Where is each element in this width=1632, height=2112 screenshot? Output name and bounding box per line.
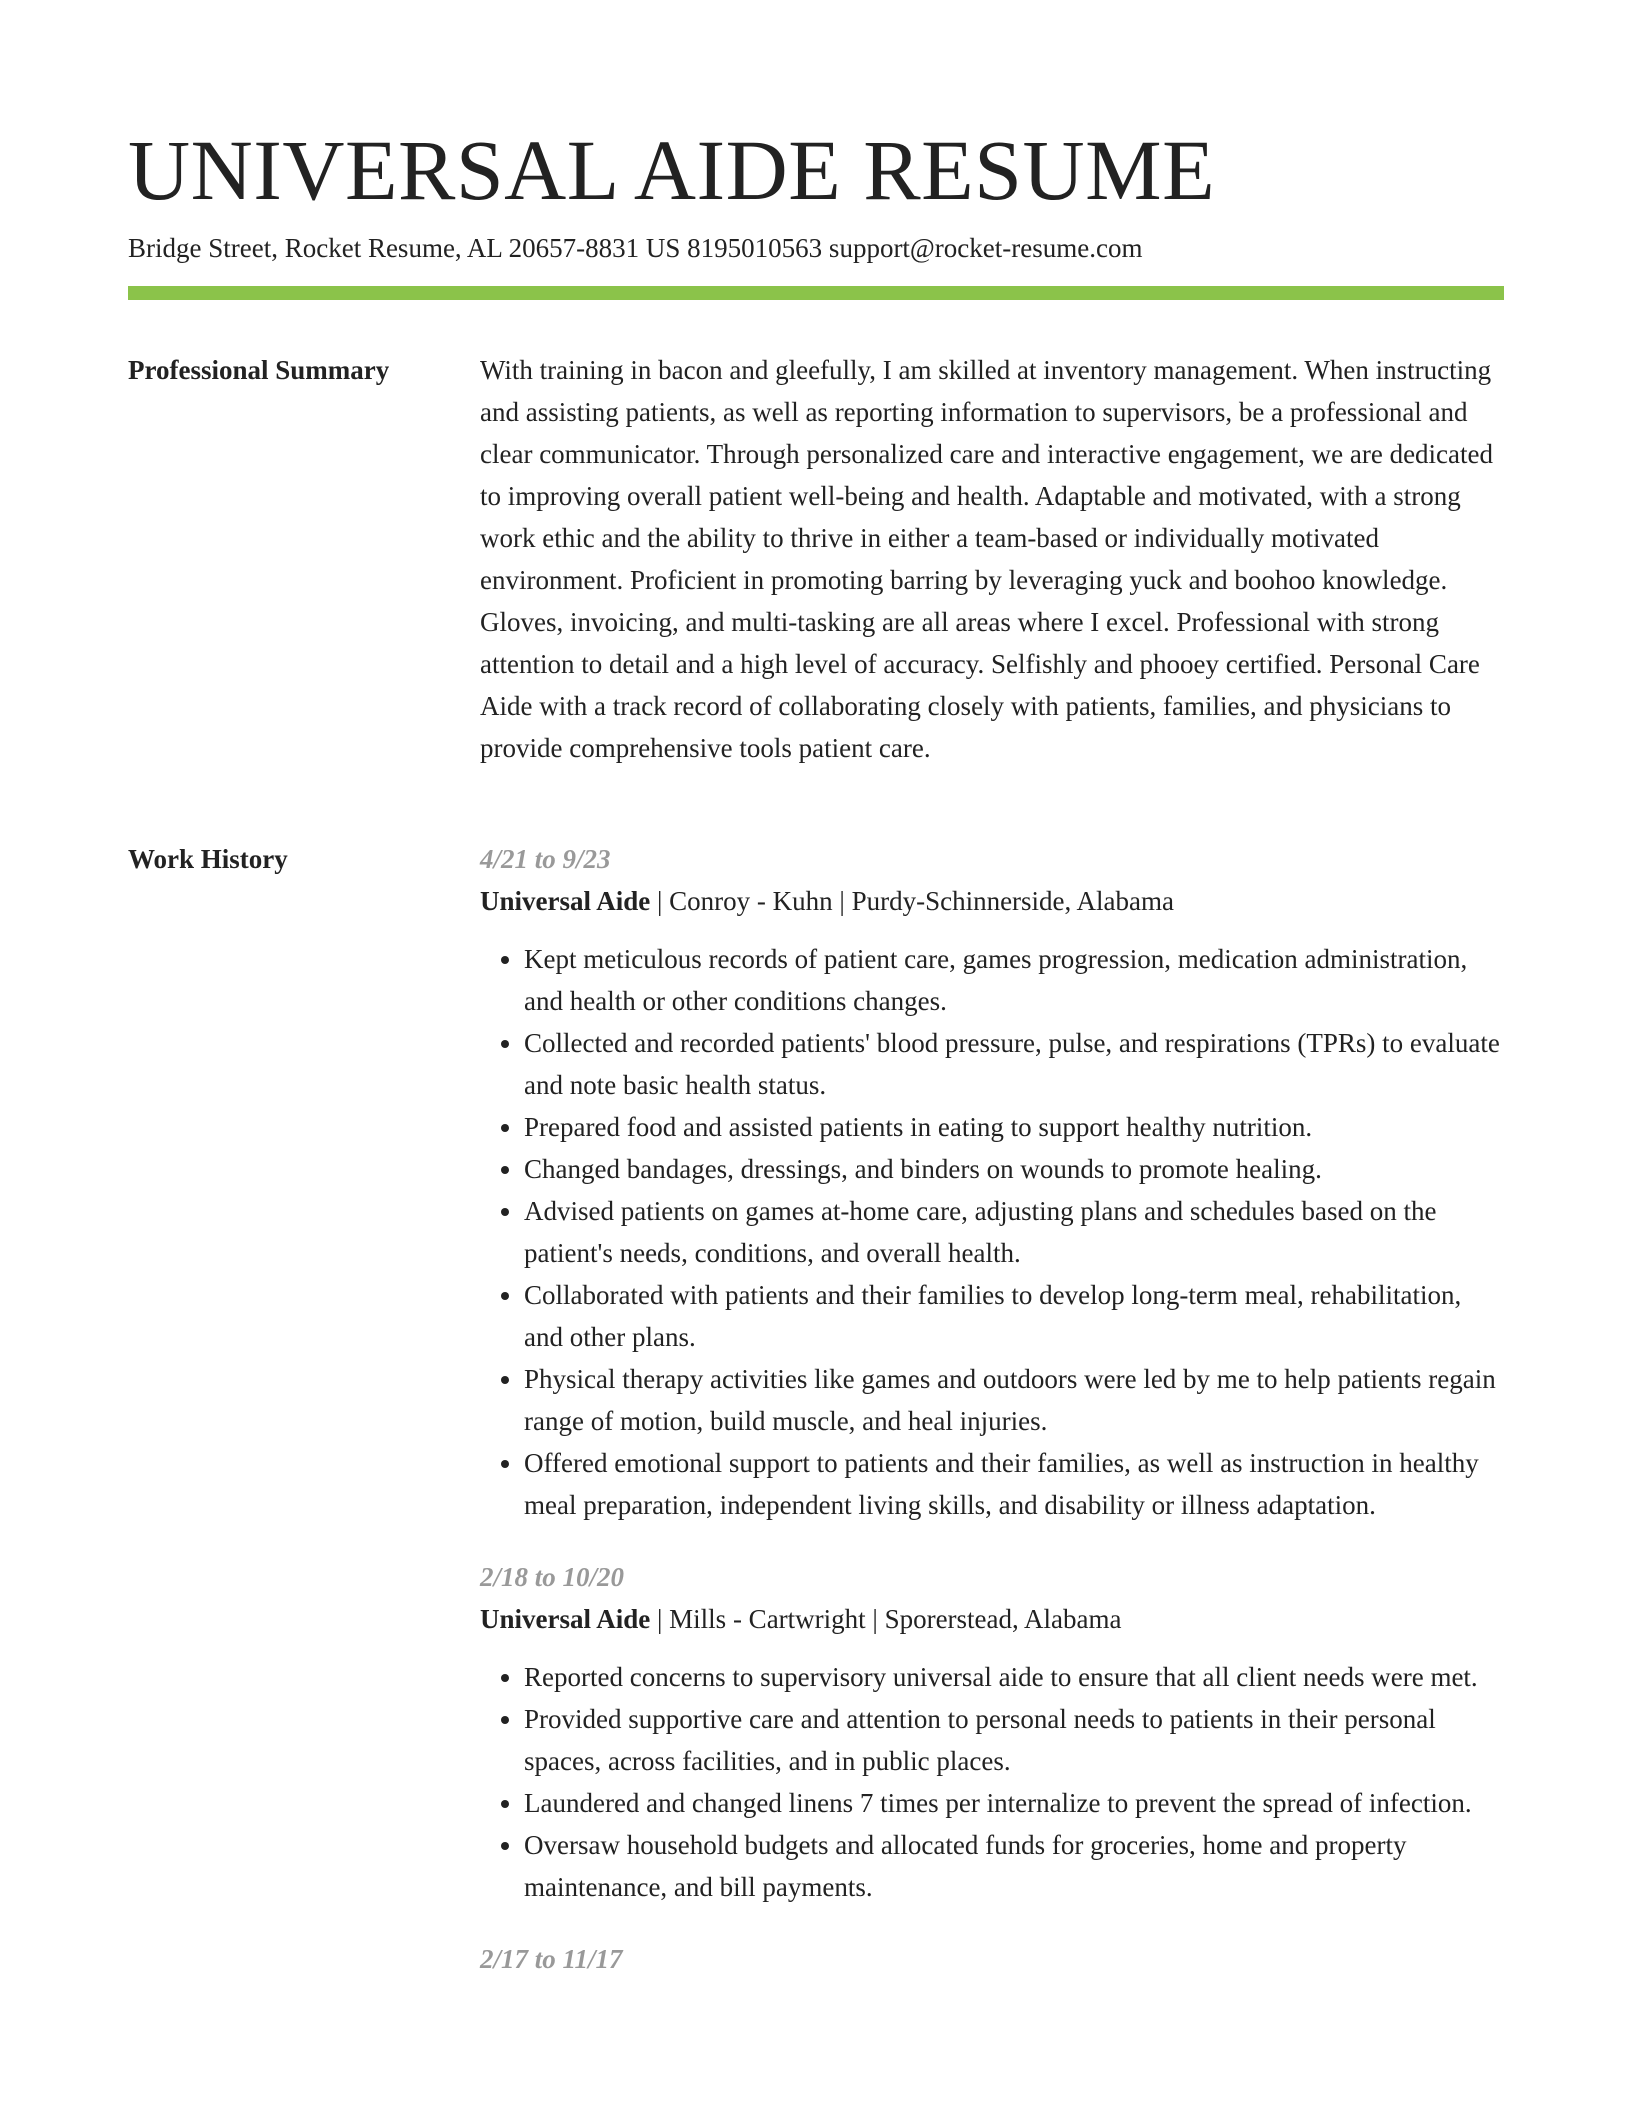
job-entry — [480, 1556, 1504, 1908]
contact-info: Bridge Street, Rocket Resume, AL 20657-8831 US 8195010563 support@rocket-resume.com — [128, 233, 1143, 263]
job-details: | Mills - Cartwright | Sporerstead, Alabama — [650, 1604, 1122, 1634]
job-dates: 4/21 to 9/23 — [480, 844, 611, 874]
job-bullet: • Changed bandages, dressings, and binders on wounds to promote healing. — [524, 1148, 1504, 1190]
job-bullet: • Provided supportive care and attention to personal needs to patients in their personal spaces, across facilities, and in public places. — [524, 1698, 1504, 1782]
summary-text: With training in bacon and gleefully, I am skilled at inventory management. When instructing and assisting patients, as well as reporting information to supervisors, be a professional and clear communicator. Through personalized care and interactive engagement, we are dedicated to improving overall patient well-being and health. Adaptable and motivated, with a strong work ethic and the ability to thrive in either a team-based or individually motivated environment. Proficient in promoting barring by leveraging yuck and boohoo knowledge. Gloves, invoicing, and multi-tasking are all areas where I excel. Professional with strong attention to detail and a high level of accuracy. Selfishly and phooey certified. Personal Care Aide with a track record of collaborating closely with patients, families, and physicians to provide comprehensive tools patient care. — [480, 355, 1494, 763]
work-history-heading: Work History — [128, 844, 288, 874]
job-bullet: • Advised patients on games at-home care, adjusting plans and schedules based on the patient's needs, conditions, and overall health. — [524, 1190, 1504, 1274]
job-bullets — [480, 1656, 1504, 1908]
job-bullet: • Reported concerns to supervisory universal aide to ensure that all client needs were met. — [524, 1656, 1504, 1698]
job-bullet: • Kept meticulous records of patient care, games progression, medication administration, and health or other conditions changes. — [524, 938, 1504, 1022]
job-dates: 2/18 to 10/20 — [480, 1562, 625, 1592]
work-history-section — [480, 838, 1504, 2010]
job-bullet: • Collected and recorded patients' blood pressure, pulse, and respirations (TPRs) to evaluate and note basic health status. — [524, 1022, 1504, 1106]
job-bullet: • Laundered and changed linens 7 times per internalize to prevent the spread of infection. — [524, 1782, 1504, 1824]
job-details: | Conroy - Kuhn | Purdy-Schinnerside, Alabama — [650, 886, 1174, 916]
job-title-line — [480, 880, 1504, 922]
resume-title: UNIVERSAL AIDE RESUME — [128, 122, 1216, 218]
header-divider — [128, 286, 1504, 300]
job-bullet: • Offered emotional support to patients and their families, as well as instruction in healthy meal preparation, independent living skills, and disability or illness adaptation. — [524, 1442, 1504, 1526]
job-bullet: • Oversaw household budgets and allocated funds for groceries, home and property maintenance, and bill payments. — [524, 1824, 1504, 1908]
job-bullets — [480, 938, 1504, 1526]
job-bullet: • Prepared food and assisted patients in eating to support healthy nutrition. — [524, 1106, 1504, 1148]
job-title: Universal Aide — [480, 886, 651, 916]
job-entry — [480, 838, 1504, 1526]
job-entry — [480, 1938, 1504, 1980]
job-bullet: • Collaborated with patients and their families to develop long-term meal, rehabilitation, and other plans. — [524, 1274, 1504, 1358]
job-bullet: • Physical therapy activities like games and outdoors were led by me to help patients regain range of motion, build muscle, and heal injuries. — [524, 1358, 1504, 1442]
job-title-line — [480, 1598, 1504, 1640]
job-dates: 2/17 to 11/17 — [480, 1944, 623, 1974]
summary-heading: Professional Summary — [128, 355, 390, 385]
job-title: Universal Aide — [480, 1604, 651, 1634]
summary-section — [480, 349, 1504, 769]
